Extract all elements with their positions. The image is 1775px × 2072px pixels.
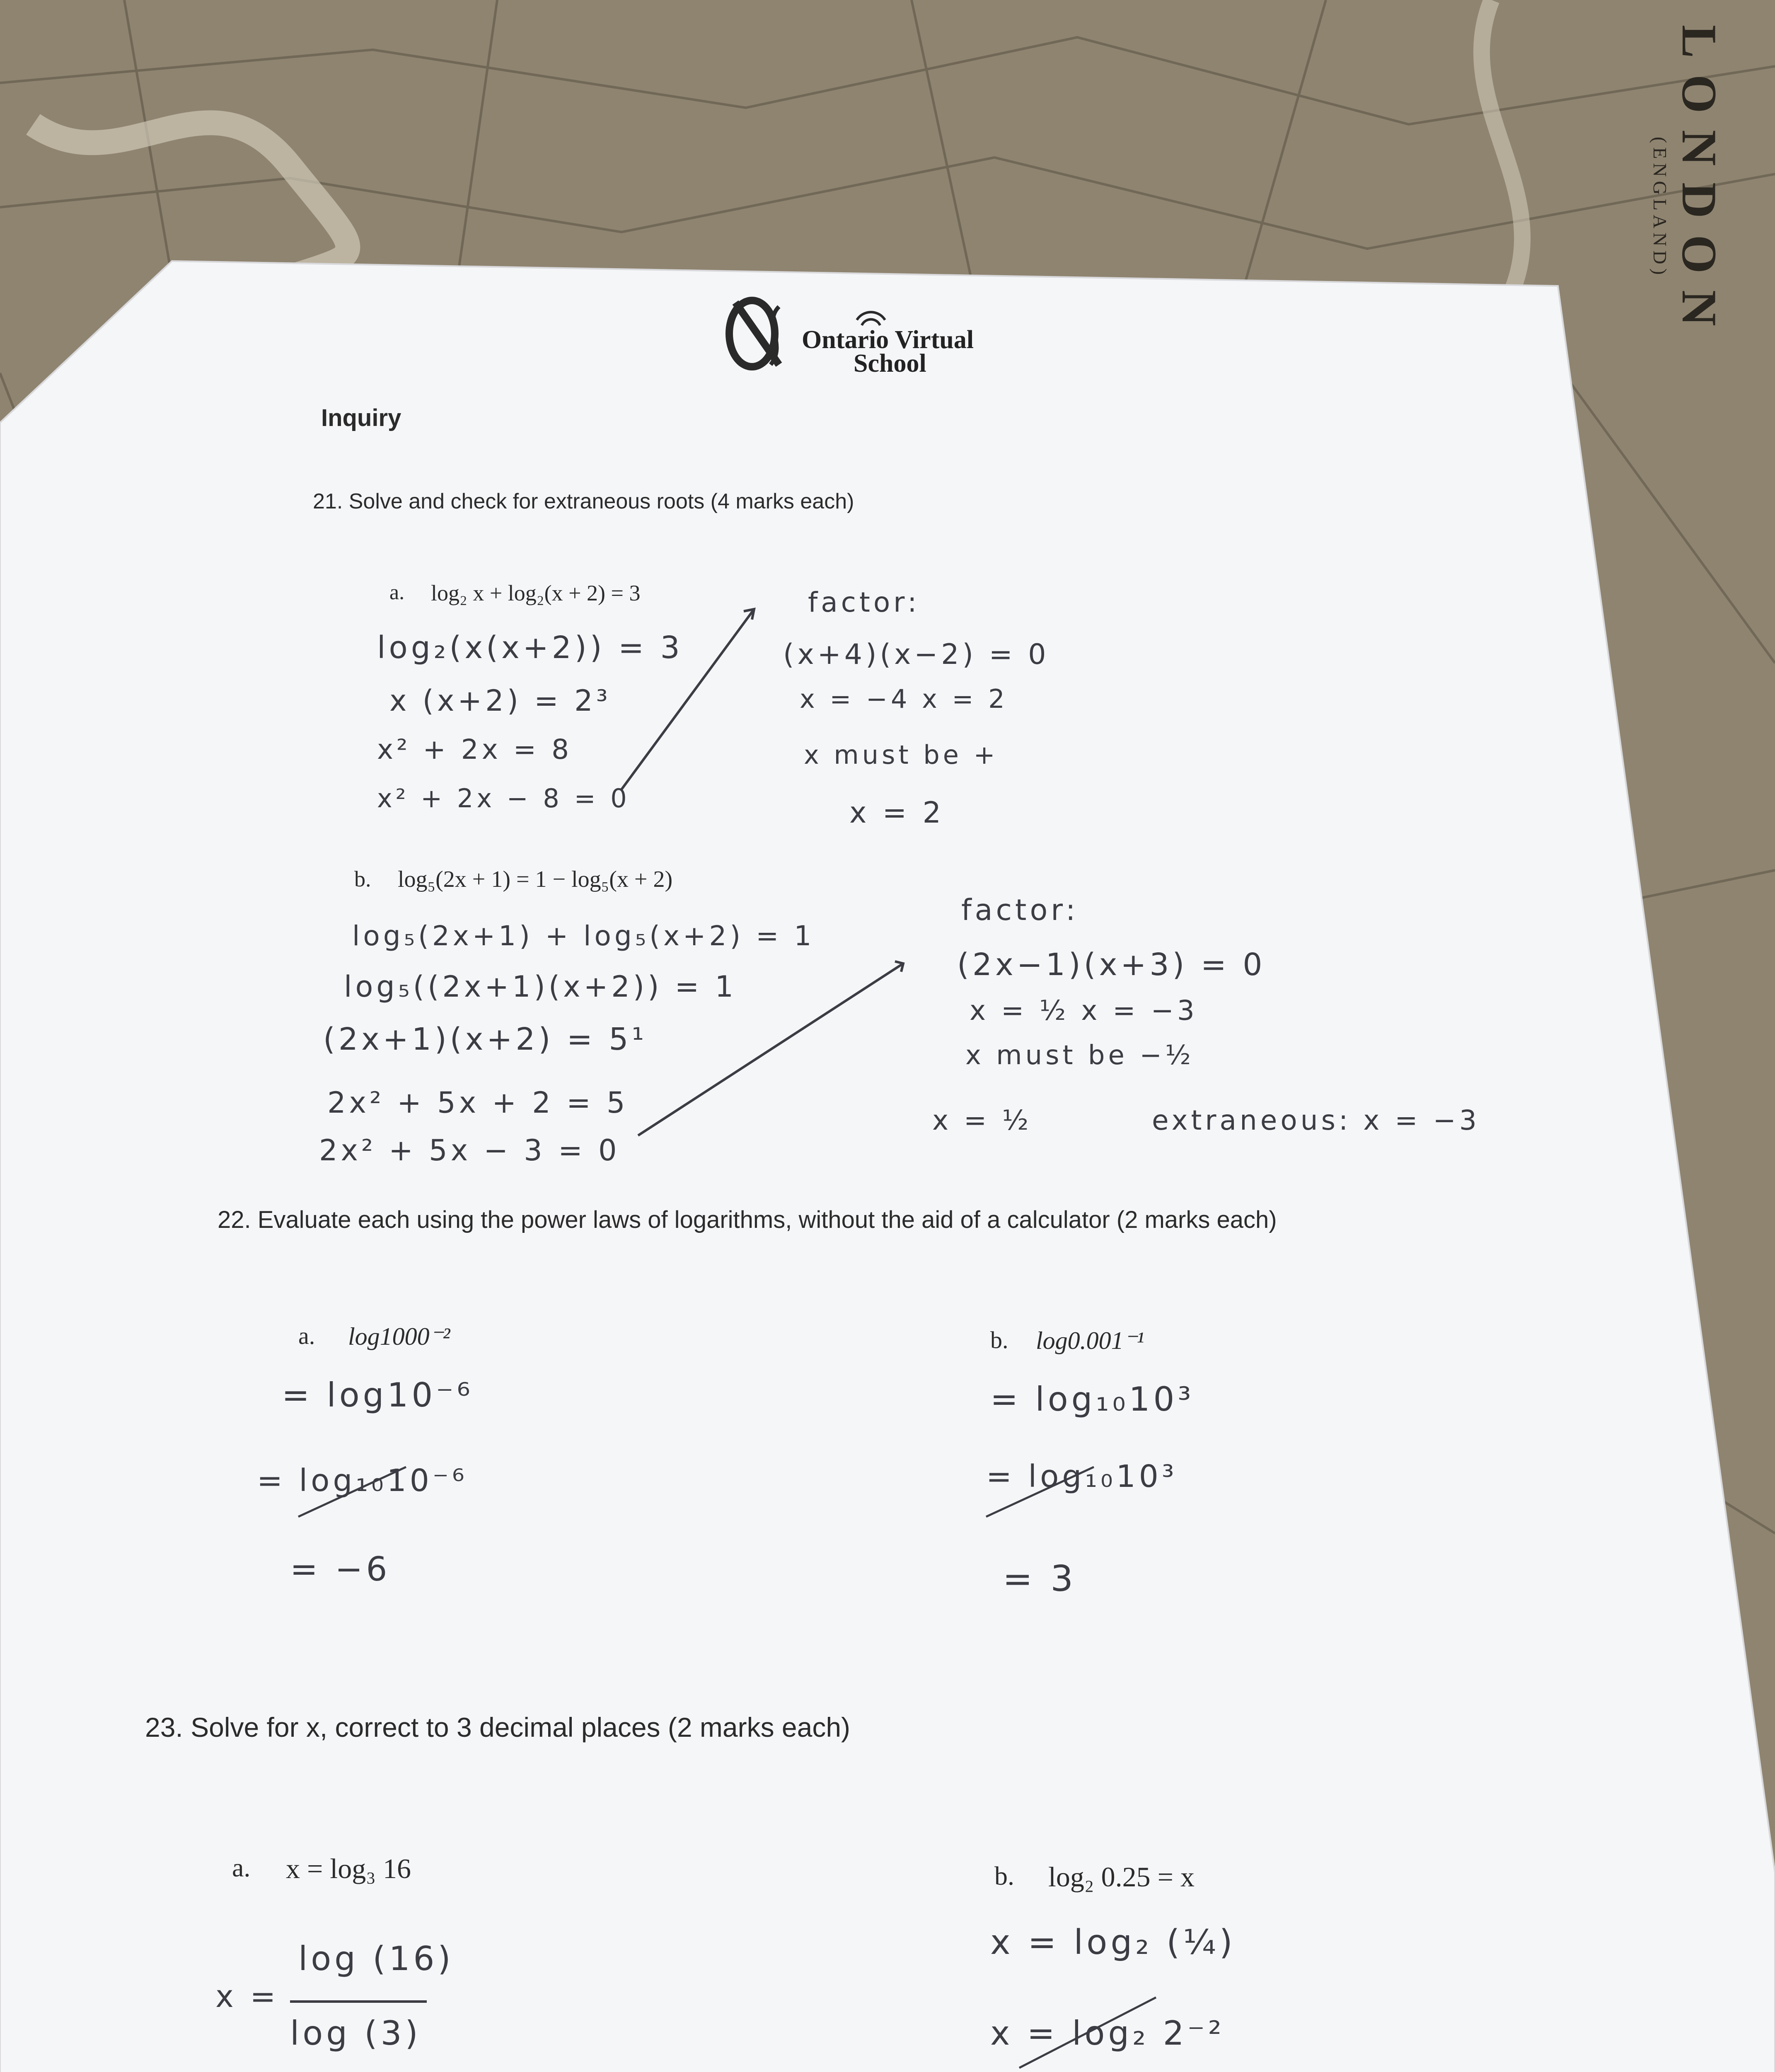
q21b-factor-line1: (2x−1)(x+3) = 0	[957, 947, 1266, 983]
q21-title: 21. Solve and check for extraneous roots (4 marks each)	[313, 489, 854, 513]
q22b-answer: = 3	[1003, 1558, 1077, 1600]
q22a-work-line1: = log10⁻⁶	[282, 1376, 474, 1414]
q23b-work-line2: x = log₂ 2⁻²	[990, 2014, 1225, 2053]
q21a-label: a.	[389, 581, 405, 604]
q21b-equation: log₅(2x + 1) = 1 − log₅(x + 2)	[398, 867, 673, 892]
q21b-factor-line3: x must be −½	[965, 1040, 1194, 1071]
q22a-answer: = −6	[290, 1550, 391, 1588]
q23a-denominator: log (3)	[290, 2014, 421, 2053]
q23a-work-prefix: x =	[215, 1979, 279, 2014]
q21b-work-line4: 2x² + 5x + 2 = 5	[327, 1086, 629, 1120]
map-title: LONDON	[1672, 25, 1727, 343]
q23a-expression: x = log₃ 16	[286, 1853, 411, 1884]
q21a-work-line2: x (x+2) = 2³	[389, 684, 611, 718]
q21a-factor-label: factor:	[808, 586, 920, 618]
q22b-expression: log0.001⁻¹	[1036, 1327, 1144, 1354]
q21b-work-line5: 2x² + 5x − 3 = 0	[319, 1133, 620, 1167]
q21b-factor-label: factor:	[961, 893, 1079, 927]
q22b-work-line1: = log₁₀10³	[990, 1380, 1195, 1418]
q21a-work-line3: x² + 2x = 8	[377, 733, 573, 765]
q21a-factor-line2: x = −4 x = 2	[800, 684, 1008, 714]
q21a-factor-line3: x must be +	[804, 740, 999, 770]
q21b-work-line2: log₅((2x+1)(x+2)) = 1	[344, 970, 737, 1004]
q23-title: 23. Solve for x, correct to 3 decimal places (2 marks each)	[145, 1712, 851, 1743]
q22a-work-line2: = log₁₀10⁻⁶	[257, 1463, 468, 1498]
q21a-factor-line1: (x+4)(x−2) = 0	[783, 638, 1050, 671]
q22-title: 22. Evaluate each using the power laws of logarithms, without the aid of a calculator (2 marks each)	[218, 1206, 1277, 1233]
q23b-label: b.	[994, 1861, 1014, 1890]
q22b-label: b.	[990, 1326, 1008, 1353]
q21a-equation: log₂ x + log₂(x + 2) = 3	[431, 581, 641, 605]
q21a-work-line4: x² + 2x − 8 = 0	[377, 783, 630, 813]
section-title: Inquiry	[321, 404, 401, 431]
q21b-work-line3: (2x+1)(x+2) = 5¹	[323, 1021, 648, 1057]
q21b-answer: x = ½	[932, 1104, 1032, 1136]
q21b-extraneous-note: extraneous: x = −3	[1152, 1104, 1480, 1136]
q21b-work-line1: log₅(2x+1) + log₅(x+2) = 1	[352, 920, 815, 952]
q21b-label: b.	[354, 867, 371, 891]
q21a-answer: x = 2	[849, 796, 945, 830]
map-subtitle: (ENGLAND)	[1649, 137, 1671, 279]
q23b-work-line1: x = log₂ (¼)	[990, 1923, 1236, 1962]
q21a-work-line1: log₂(x(x+2)) = 3	[377, 630, 683, 666]
q23b-expression: log₂ 0.25 = x	[1048, 1861, 1195, 1893]
q21b-factor-line2: x = ½ x = −3	[970, 995, 1198, 1026]
q22a-expression: log1000⁻²	[348, 1323, 450, 1350]
q23a-label: a.	[232, 1853, 251, 1882]
q23a-numerator: log (16)	[298, 1939, 454, 1978]
q22b-work-line2: = log₁₀10³	[986, 1459, 1178, 1494]
logo-line2: School	[854, 349, 926, 378]
q22a-label: a.	[298, 1322, 315, 1349]
logo-line1: Ontario Virtual	[802, 326, 974, 354]
